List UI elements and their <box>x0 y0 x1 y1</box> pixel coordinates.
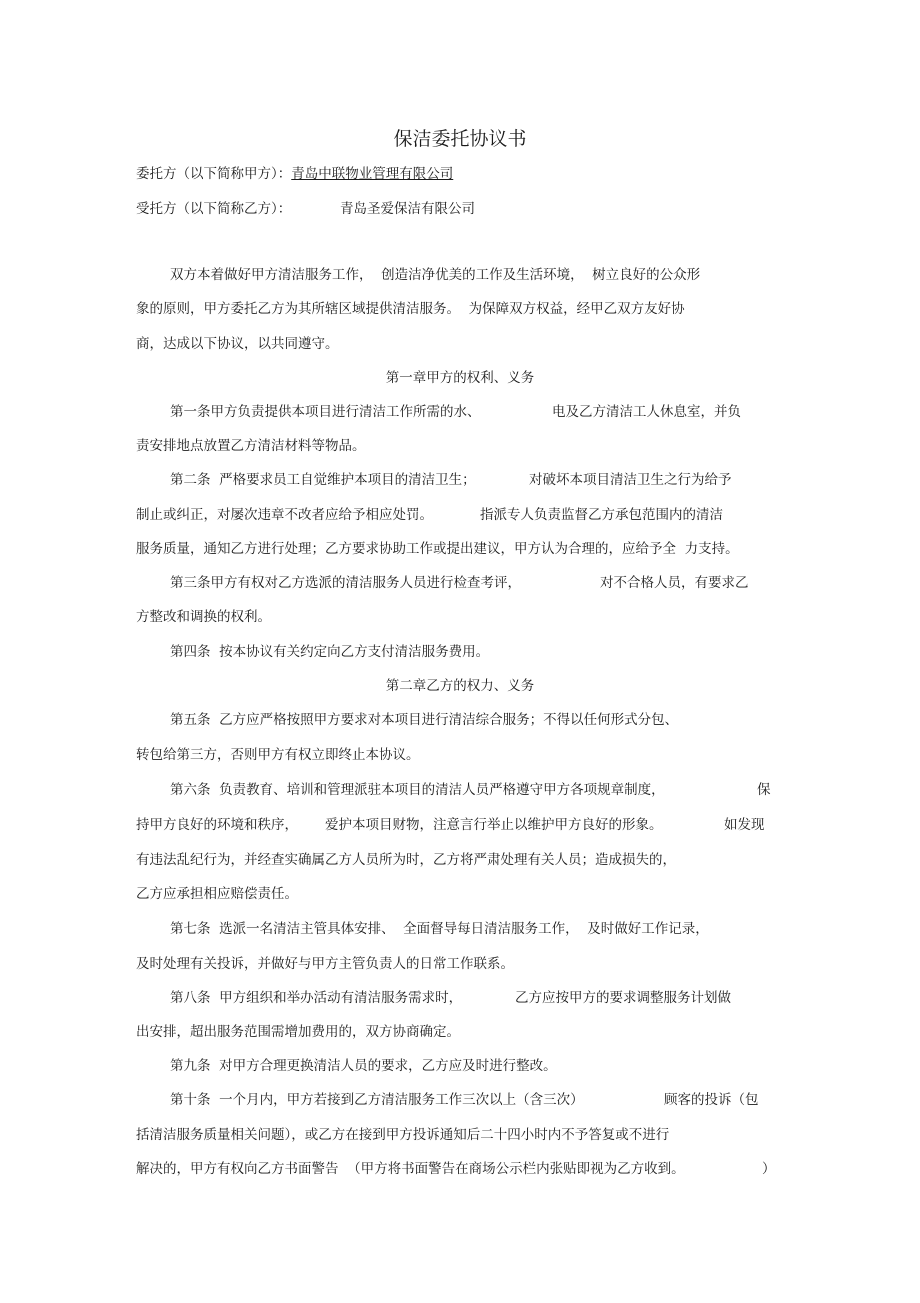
article-text: 第十条 一个月内，甲方若接到乙方清洁服务工作三次以上（含三次） <box>170 1092 584 1108</box>
party-b-name: 青岛圣爱保洁有限公司 <box>340 201 475 217</box>
article-text: ） <box>762 1161 776 1177</box>
article-text: 第六条 负责教育、培训和管理派驻本项目的清洁人员严格遵守甲方各项规章制度， <box>170 782 665 798</box>
article-text: 乙方应承担相应赔偿责任。 <box>136 886 298 902</box>
article-text: 出安排，超出服务范围需增加费用的，双方协商确定。 <box>136 1024 460 1040</box>
article-text: 如发现 <box>724 817 765 833</box>
party-a-label: 委托方（以下简称甲方）： <box>136 166 292 182</box>
article-text: 第三条甲方有权对乙方选派的清洁服务人员进行检查考评， <box>170 575 521 591</box>
chapter-heading: 第一章甲方的权利、义务 <box>385 370 535 386</box>
article-text: 方整改和调换的权利。 <box>136 609 271 625</box>
article-text: 括清洁服务质量相关问题），或乙方在接到甲方投诉通知后二十四小时内不予答复或不进行 <box>136 1127 670 1143</box>
article-text: 第四条 按本协议有关约定向乙方支付清洁服务费用。 <box>170 644 490 660</box>
article-text: 爱护本项目财物，注意言行举止以维护甲方良好的形象。 <box>325 817 663 833</box>
article-text: 第五条 乙方应严格按照甲方要求对本项目进行清洁综合服务；不得以任何形式分包、 <box>170 712 679 728</box>
article-text: 第八条 甲方组织和举办活动有清洁服务需求时， <box>170 990 463 1006</box>
intro-line: 象的原则，甲方委托乙方为其所辖区域提供清洁服务。 为保障双方权益，经甲乙双方友好协 <box>136 301 685 317</box>
party-a-line <box>136 165 453 183</box>
article-text: 第二条 严格要求员工自觉维护本项目的清洁卫生； <box>170 472 476 488</box>
article-text: 持甲方良好的环境和秩序， <box>136 817 298 833</box>
document-title: 保洁委托协议书 <box>393 128 527 150</box>
article-text: 解决的，甲方有权向乙方书面警告 （甲方将书面警告在商场公示栏内张贴即视为乙方收到。 <box>136 1161 685 1177</box>
article-text: 对破坏本项目清洁卫生之行为给予 <box>529 472 732 488</box>
article-text: 转包给第三方，否则甲方有权立即终止本协议。 <box>136 747 420 763</box>
chapter-heading: 第二章乙方的权力、义务 <box>385 678 535 694</box>
article-text: 电及乙方清洁工人休息室，并负 <box>552 404 741 420</box>
party-b-label: 受托方（以下简称乙方）： <box>136 201 292 217</box>
article-text: 服务质量，通知乙方进行处理；乙方要求协助工作或提出建议，甲方认为合理的，应给予全 力支持。 <box>136 541 739 557</box>
article-text: 及时处理有关投诉，并做好与甲方主管负责人的日常工作联系。 <box>136 956 514 972</box>
article-text: 责安排地点放置乙方清洁材料等物品。 <box>136 438 366 454</box>
article-text: 第一条甲方负责提供本项目进行清洁工作所需的水、 <box>170 404 481 420</box>
article-text: 指派专人负责监督乙方承包范围内的清洁 <box>480 507 723 523</box>
article-text: 保 <box>757 782 771 798</box>
party-a-name: 青岛中联物业管理有限公司 <box>291 166 454 182</box>
article-text: 第七条 选派一名清洁主管具体安排、 全面督导每日清洁服务工作， 及时做好工作记录， <box>170 921 709 937</box>
intro-line: 双方本着做好甲方清洁服务工作， 创造洁净优美的工作及生活环境， 树立良好的公众形 <box>170 267 701 283</box>
article-text: 乙方应按甲方的要求调整服务计划做 <box>515 990 731 1006</box>
article-text: 对不合格人员，有要求乙 <box>600 575 749 591</box>
article-text: 第九条 对甲方合理更换清洁人员的要求，乙方应及时进行整改。 <box>170 1058 557 1074</box>
article-text: 制止或纠正，对屡次违章不改者应给予相应处罚。 <box>136 507 433 523</box>
intro-line: 商，达成以下协议，以共同遵守。 <box>136 336 339 352</box>
article-text: 顾客的投诉（包 <box>664 1092 759 1108</box>
article-text: 有违法乱纪行为，并经查实确属乙方人员所为时，乙方将严肃处理有关人员；造成损失的， <box>136 852 676 868</box>
